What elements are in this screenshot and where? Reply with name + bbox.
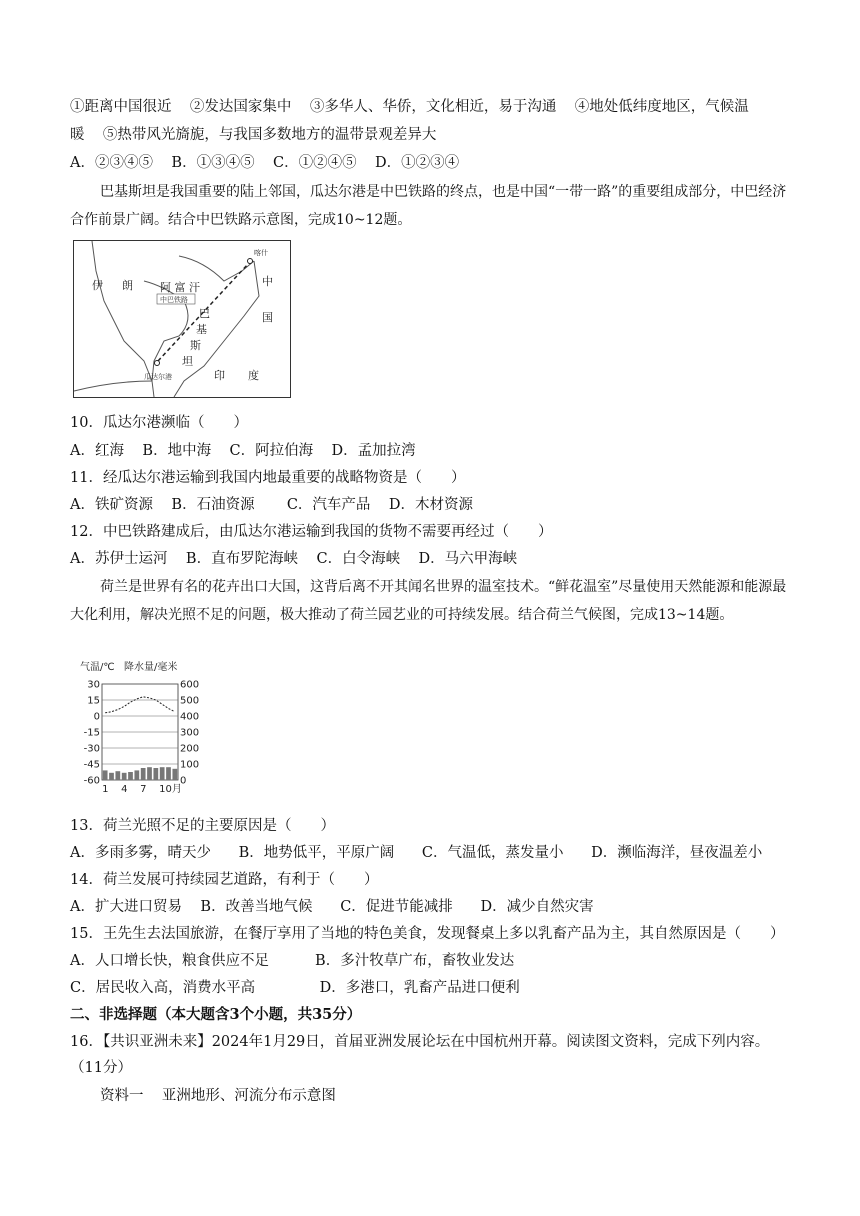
precipitation-bar <box>166 767 171 780</box>
q14-stem: 14．荷兰发展可持续园艺道路，有利于（ ） <box>70 872 379 888</box>
chart-ytick-left: 0 <box>93 711 100 723</box>
q12-options: A．苏伊士运河 B．直布罗陀海峡 C．白令海峡 D．马六甲海峡 <box>70 551 518 567</box>
map-label-pakistan-3: 斯 <box>190 339 201 352</box>
map-label-china-1: 中 <box>262 275 273 288</box>
map-label-india-2: 度 <box>248 369 259 382</box>
pakistan-passage: 巴基斯坦是我国重要的陆上邻国，瓜达尔港是中巴铁路的终点，也是中国“一带一路”的重要组成部分，中巴经济合作前景广阔。结合中巴铁路示意图，完成10~12题。 <box>70 184 787 228</box>
chart-ytick-left: 30 <box>87 679 100 691</box>
precipitation-bar <box>172 769 177 780</box>
section2-title: 二、非选择题（本大题含3个小题，共35分） <box>70 1006 362 1023</box>
q10-stem: 10．瓜达尔港濒临（ ） <box>70 415 248 431</box>
q13-options: A．多雨多雾，晴天少 B．地势低平，平原广阔 C．气温低，蒸发量小 D．濒临海洋，昼夜温差小 <box>70 845 763 861</box>
precipitation-bar <box>153 768 158 780</box>
map-label-iran-2: 朗 <box>122 279 133 292</box>
map-label-pakistan-4: 坦 <box>182 355 193 368</box>
q11-options: A．铁矿资源 B．石油资源 C．汽车产品 D．木材资源 <box>70 497 473 513</box>
map-label-india-1: 印 <box>214 369 225 382</box>
q13-stem: 13．荷兰光照不足的主要原因是（ ） <box>70 818 335 834</box>
precipitation-bar <box>134 770 139 780</box>
chart-ytick-left: 15 <box>87 695 100 707</box>
chart-ytick-right: 300 <box>180 727 200 739</box>
precipitation-bar <box>122 773 127 780</box>
netherlands-passage: 荷兰是世界有名的花卉出口大国，这背后离不开其闻名世界的温室技术。“鲜花温室”尽量使用天然能源和能源最大化利用，解决光照不足的问题，极大推动了荷兰园艺业的可持续发展。结合荷兰气候图，完成13~14题。 <box>70 579 787 623</box>
precipitation-bar <box>128 772 133 780</box>
precipitation-bar <box>103 770 108 780</box>
precipitation-bar <box>147 767 152 780</box>
map-label-kashgar: 喀什 <box>254 249 268 257</box>
q15-stem: 15．王先生去法国旅游，在餐厅享用了当地的特色美食，发现餐桌上多以乳畜产品为主，其自然原因是（ ） <box>70 926 785 942</box>
chart-xtick: 10月 <box>159 784 182 795</box>
q11-stem: 11．经瓜达尔港运输到我国内地最重要的战略物资是（ ） <box>70 470 466 486</box>
chart-ylabel-left: 气温/℃ <box>80 662 115 673</box>
temperature-line <box>105 697 175 713</box>
chart-xtick: 7 <box>140 784 147 795</box>
q9-options-line2: 暖 ⑤热带风光旖旎，与我国多数地方的温带景观差异大 <box>70 127 437 143</box>
chart-ytick-left: -45 <box>83 759 100 771</box>
chart-ytick-right: 500 <box>180 695 200 707</box>
map-label-afghanistan: 阿 富 汗 <box>160 281 200 294</box>
chart-ytick-left: -60 <box>83 775 100 787</box>
chart-xtick: 1 <box>102 784 109 795</box>
q15-options-row2: C．居民收入高，消费水平高 D．多港口，乳畜产品进口便利 <box>70 980 520 996</box>
map-label-china-2: 国 <box>262 311 273 324</box>
precipitation-bar <box>160 767 165 780</box>
q10-options: A．红海 B．地中海 C．阿拉伯海 D．孟加拉湾 <box>70 443 416 459</box>
q14-options: A．扩大进口贸易 B．改善当地气候 C．促进节能减排 D．减少自然灾害 <box>70 899 594 915</box>
map-label-pakistan-2: 基 <box>196 323 207 336</box>
q16-material1: 资料一 亚洲地形、河流分布示意图 <box>100 1088 336 1104</box>
chart-ytick-right: 600 <box>180 679 200 691</box>
precipitation-bar <box>109 773 114 780</box>
q12-stem: 12．中巴铁路建成后，由瓜达尔港运输到我国的货物不需要再经过（ ） <box>70 524 553 540</box>
chart-ytick-right: 0 <box>180 775 187 787</box>
q16-line2: （11分） <box>70 1060 132 1076</box>
map-label-pakistan-1: 巴 <box>199 307 210 320</box>
map-label-iran-1: 伊 <box>92 279 103 292</box>
q9-options-line1: ①距离中国很近 ②发达国家集中 ③多华人、华侨，文化相近，易于沟通 ④地处低纬度地区，气候温 <box>70 99 749 115</box>
map-label-railway: 中巴铁路 <box>160 296 188 304</box>
china-pakistan-railway-map <box>73 240 291 398</box>
netherlands-climate-chart <box>80 660 200 800</box>
precipitation-bar <box>115 771 120 780</box>
precipitation-bar <box>141 768 146 780</box>
chart-ytick-left: -30 <box>83 743 100 755</box>
chart-ytick-right: 100 <box>180 759 200 771</box>
chart-ytick-left: -15 <box>83 727 100 739</box>
chart-ytick-right: 200 <box>180 743 200 755</box>
q15-options-row1: A．人口增长快，粮食供应不足 B．多汁牧草广布，畜牧业发达 <box>70 953 515 969</box>
chart-xtick: 4 <box>121 784 128 795</box>
q16-line1: 16．【共识亚洲未来】2024年1月29日，首届亚洲发展论坛在中国杭州开幕。阅读图文资料，完成下列内容。 <box>70 1034 770 1050</box>
q9-answer-options: A．②③④⑤ B．①③④⑤ C．①②④⑤ D．①②③④ <box>70 155 460 171</box>
map-label-gwadar: 瓜达尔港 <box>144 373 172 381</box>
chart-ytick-right: 400 <box>180 711 200 723</box>
chart-ylabel-right: 降水量/毫米 <box>124 662 178 673</box>
